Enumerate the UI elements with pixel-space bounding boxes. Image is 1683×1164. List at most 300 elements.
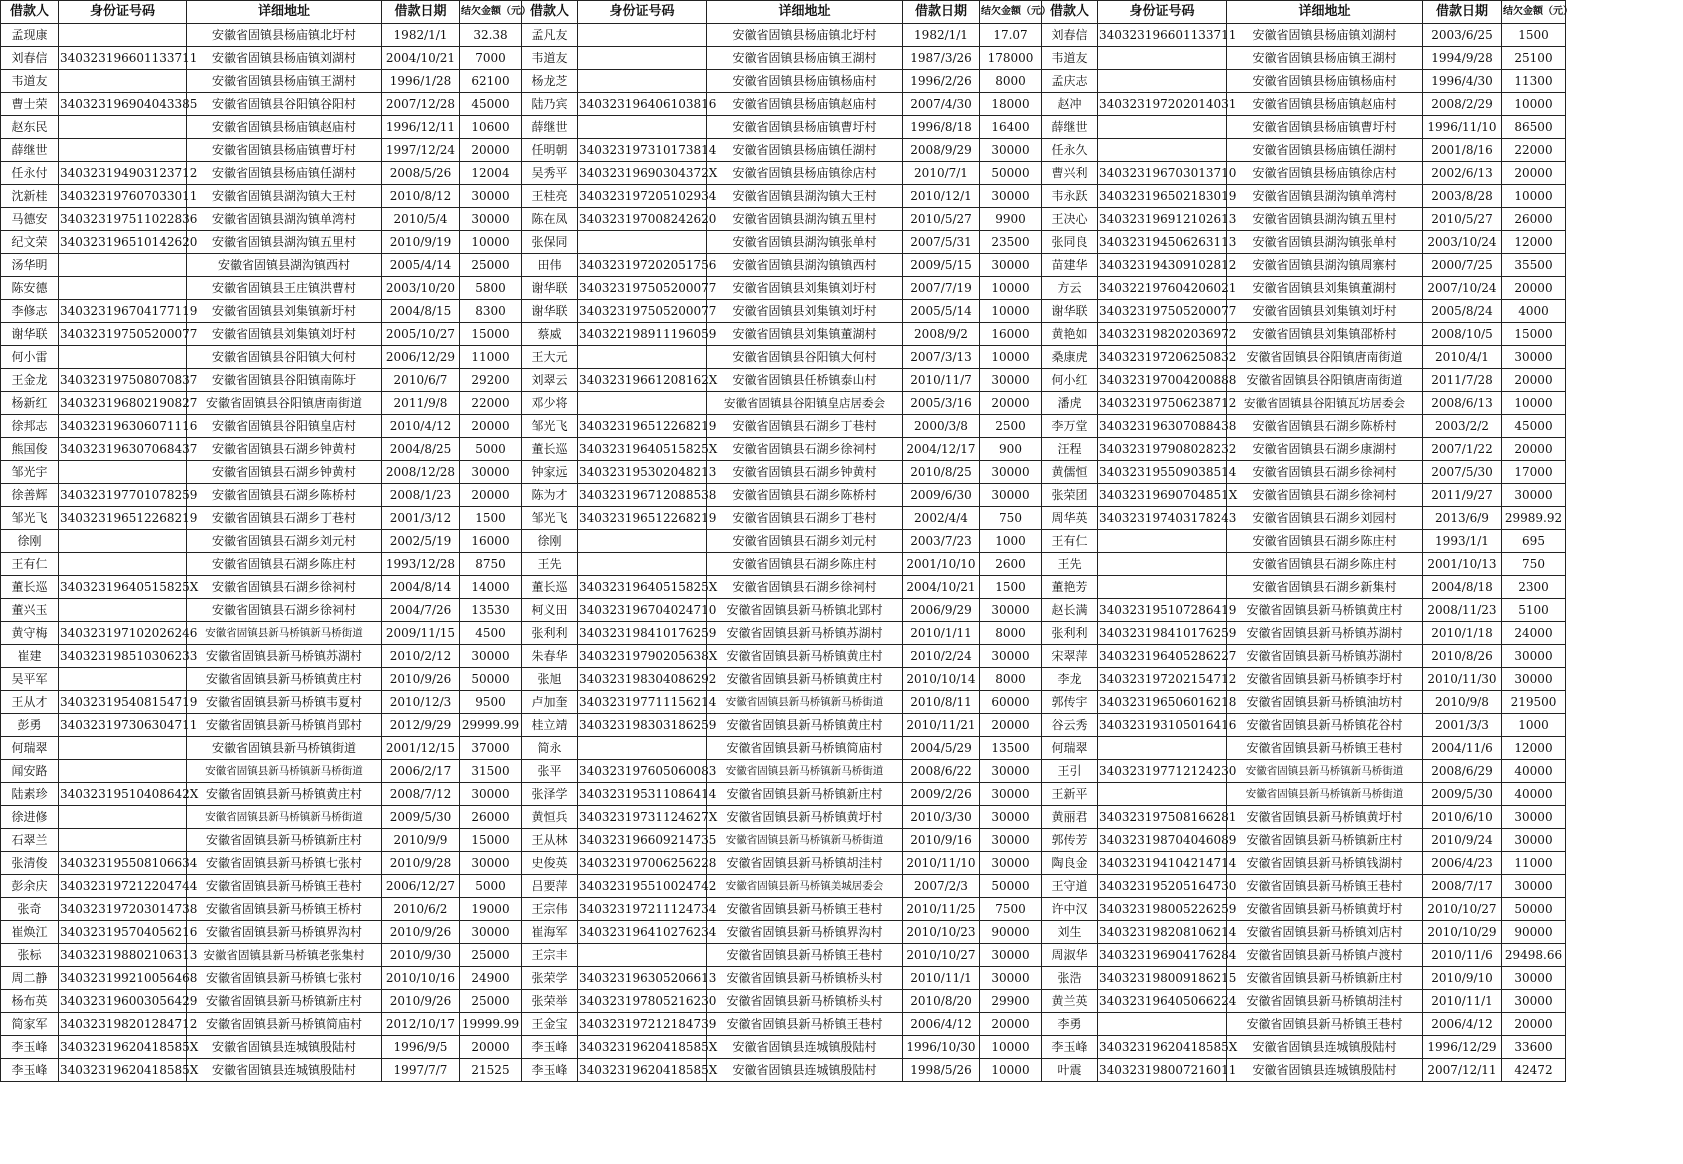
borrower-cell: 崔海军 — [522, 921, 578, 944]
loan-date-cell: 2011/7/28 — [1423, 369, 1502, 392]
address-cell: 安徽省固镇县新马桥镇桥头村 — [707, 990, 903, 1013]
loan-date-cell: 2007/4/30 — [903, 93, 980, 116]
amount-owed-cell: 30000 — [980, 783, 1042, 806]
address-cell: 安徽省固镇县刘集镇董湖村 — [707, 323, 903, 346]
id-number-cell: 340323196502183019 — [1098, 185, 1227, 208]
loan-date-cell: 2010/9/26 — [382, 990, 460, 1013]
loan-date-cell: 1993/1/1 — [1423, 530, 1502, 553]
borrower-cell: 孟庆志 — [1042, 70, 1098, 93]
loan-date-cell: 2010/11/1 — [903, 967, 980, 990]
address-cell: 安徽省固镇县石湖乡陈桥村 — [707, 484, 903, 507]
borrower-cell: 黄儒恒 — [1042, 461, 1098, 484]
address-cell: 安徽省固镇县杨庙镇杨庙村 — [707, 70, 903, 93]
id-number-cell: 340323195311086414 — [578, 783, 707, 806]
address-cell: 安徽省固镇县石湖乡刘元村 — [707, 530, 903, 553]
address-cell: 安徽省固镇县新马桥镇街道 — [187, 737, 382, 760]
id-number-cell — [1098, 553, 1227, 576]
id-number-cell: 34032319510408642X — [59, 783, 187, 806]
loan-date-cell: 2010/6/2 — [382, 898, 460, 921]
address-cell: 安徽省固镇县刘集镇刘圩村 — [187, 323, 382, 346]
id-number-cell — [1098, 530, 1227, 553]
address-cell: 安徽省固镇县刘集镇刘圩村 — [707, 277, 903, 300]
address-cell: 安徽省固镇县石湖乡钟黄村 — [187, 438, 382, 461]
borrower-cell: 张泽学 — [522, 783, 578, 806]
address-cell: 安徽省固镇县新马桥镇新庄村 — [187, 829, 382, 852]
table-row — [1, 277, 1566, 300]
amount-owed-cell: 13530 — [460, 599, 522, 622]
loan-date-cell: 2010/10/16 — [382, 967, 460, 990]
address-cell: 安徽省固镇县新马桥镇黄庄村 — [187, 783, 382, 806]
address-cell: 安徽省固镇县新马桥镇钱湖村 — [1227, 852, 1423, 875]
address-cell: 安徽省固镇县杨庙镇刘湖村 — [187, 47, 382, 70]
borrower-cell: 潘虎 — [1042, 392, 1098, 415]
address-cell: 安徽省固镇县新马桥镇苏湖村 — [707, 622, 903, 645]
id-number-cell: 340323196406103816 — [578, 93, 707, 116]
id-number-cell: 340323195107286419 — [1098, 599, 1227, 622]
table-row — [1, 300, 1566, 323]
borrower-cell: 张荣团 — [1042, 484, 1098, 507]
id-number-cell: 340323199210056468 — [59, 967, 187, 990]
loan-date-cell: 2010/11/6 — [1423, 944, 1502, 967]
borrower-cell: 宋翠萍 — [1042, 645, 1098, 668]
loan-date-cell: 2004/8/18 — [1423, 576, 1502, 599]
borrower-cell: 王有仁 — [1042, 530, 1098, 553]
borrower-cell: 邹光飞 — [522, 507, 578, 530]
amount-owed-cell: 37000 — [460, 737, 522, 760]
loan-date-cell: 2010/9/26 — [382, 668, 460, 691]
amount-owed-cell: 30000 — [980, 185, 1042, 208]
amount-owed-cell: 4500 — [460, 622, 522, 645]
borrower-cell: 任明朝 — [522, 139, 578, 162]
address-cell: 安徽省固镇县石湖乡新集村 — [1227, 576, 1423, 599]
loan-date-cell: 2011/9/27 — [1423, 484, 1502, 507]
header-borrower: 借款人 — [1042, 1, 1098, 24]
header-amount-owed: 结欠金额（元） — [460, 1, 522, 24]
id-number-cell — [1098, 116, 1227, 139]
loan-date-cell: 2004/8/15 — [382, 300, 460, 323]
table-row — [1, 93, 1566, 116]
address-cell: 安徽省固镇县石湖乡丁巷村 — [707, 415, 903, 438]
borrower-cell: 董长巡 — [522, 576, 578, 599]
borrower-cell: 韦道友 — [1042, 47, 1098, 70]
address-cell: 安徽省固镇县杨庙镇王湖村 — [707, 47, 903, 70]
borrower-cell: 杨龙芝 — [522, 70, 578, 93]
id-number-cell: 34032319620418585X — [59, 1059, 187, 1082]
id-number-cell — [578, 346, 707, 369]
amount-owed-cell: 86500 — [1502, 116, 1566, 139]
borrower-cell: 薛继世 — [1, 139, 59, 162]
address-cell: 安徽省固镇县石湖乡陈庄村 — [1227, 530, 1423, 553]
id-number-cell: 340323197508070837 — [59, 369, 187, 392]
id-number-cell: 34032319640515825X — [578, 438, 707, 461]
borrower-cell: 孟现康 — [1, 24, 59, 47]
loan-date-cell: 2001/10/13 — [1423, 553, 1502, 576]
id-number-cell: 340323196506016218 — [1098, 691, 1227, 714]
amount-owed-cell: 29498.66 — [1502, 944, 1566, 967]
address-cell: 安徽省固镇县谷阳镇大何村 — [707, 346, 903, 369]
borrower-cell: 崔焕江 — [1, 921, 59, 944]
loan-date-cell: 2010/1/18 — [1423, 622, 1502, 645]
address-cell: 安徽省固镇县新马桥镇新马桥街道 — [1227, 760, 1423, 783]
id-number-cell: 340323197212204744 — [59, 875, 187, 898]
borrower-cell: 刘生 — [1042, 921, 1098, 944]
amount-owed-cell: 2600 — [980, 553, 1042, 576]
loan-date-cell: 2006/12/29 — [382, 346, 460, 369]
borrower-cell: 李修志 — [1, 300, 59, 323]
address-cell: 安徽省固镇县新马桥镇胡洼村 — [1227, 990, 1423, 1013]
id-number-cell: 340323196305206613 — [578, 967, 707, 990]
amount-owed-cell: 10000 — [980, 300, 1042, 323]
address-cell: 安徽省固镇县新马桥镇黄庄村 — [707, 645, 903, 668]
id-number-cell: 340323197908028232 — [1098, 438, 1227, 461]
borrower-cell: 郭传芳 — [1042, 829, 1098, 852]
table-row — [1, 1036, 1566, 1059]
amount-owed-cell: 10000 — [1502, 185, 1566, 208]
loan-date-cell: 2003/8/28 — [1423, 185, 1502, 208]
loan-date-cell: 1993/12/28 — [382, 553, 460, 576]
loan-date-cell: 2006/12/27 — [382, 875, 460, 898]
id-number-cell: 340323195509038514 — [1098, 461, 1227, 484]
address-cell: 安徽省固镇县新马桥镇胡洼村 — [707, 852, 903, 875]
borrower-cell: 邓少将 — [522, 392, 578, 415]
borrower-cell: 王宗伟 — [522, 898, 578, 921]
loan-date-cell: 2010/6/10 — [1423, 806, 1502, 829]
loan-date-cell: 2007/12/28 — [382, 93, 460, 116]
id-number-cell: 340323197202014031 — [1098, 93, 1227, 116]
address-cell: 安徽省固镇县湖沟镇张单村 — [1227, 231, 1423, 254]
table-row — [1, 576, 1566, 599]
loan-date-cell: 2000/7/25 — [1423, 254, 1502, 277]
table-row — [1, 783, 1566, 806]
address-cell: 安徽省固镇县连城镇殷陆村 — [1227, 1036, 1423, 1059]
id-number-cell: 340323196609214735 — [578, 829, 707, 852]
amount-owed-cell: 219500 — [1502, 691, 1566, 714]
amount-owed-cell: 20000 — [460, 415, 522, 438]
address-cell: 安徽省固镇县新马桥镇王巷村 — [1227, 1013, 1423, 1036]
id-number-cell: 34032319790205638X — [578, 645, 707, 668]
id-number-cell — [578, 24, 707, 47]
borrower-cell: 周华英 — [1042, 507, 1098, 530]
borrower-cell: 曹士荣 — [1, 93, 59, 116]
loan-date-cell: 1996/1/28 — [382, 70, 460, 93]
borrower-cell: 郭传宇 — [1042, 691, 1098, 714]
header-borrower: 借款人 — [1, 1, 59, 24]
amount-owed-cell: 20000 — [980, 392, 1042, 415]
borrower-cell: 何瑞翠 — [1, 737, 59, 760]
borrower-cell: 张平 — [522, 760, 578, 783]
amount-owed-cell: 10600 — [460, 116, 522, 139]
borrower-cell: 陆乃宾 — [522, 93, 578, 116]
address-cell: 安徽省固镇县石湖乡徐祠村 — [187, 599, 382, 622]
borrower-cell: 王有仁 — [1, 553, 59, 576]
address-cell: 安徽省固镇县石湖乡陈庄村 — [707, 553, 903, 576]
address-cell: 安徽省固镇县新马桥镇王巷村 — [707, 898, 903, 921]
table-row — [1, 47, 1566, 70]
id-number-cell: 340323196601133711 — [1098, 24, 1227, 47]
address-cell: 安徽省固镇县杨庙镇徐店村 — [1227, 162, 1423, 185]
amount-owed-cell: 25000 — [460, 990, 522, 1013]
address-cell: 安徽省固镇县杨庙镇徐店村 — [707, 162, 903, 185]
loan-date-cell: 2006/4/23 — [1423, 852, 1502, 875]
id-number-cell — [59, 461, 187, 484]
borrower-cell: 任永付 — [1, 162, 59, 185]
amount-owed-cell: 30000 — [460, 852, 522, 875]
loan-date-cell: 2010/10/14 — [903, 668, 980, 691]
borrower-cell: 吴秀平 — [522, 162, 578, 185]
loan-date-cell: 2010/10/27 — [903, 944, 980, 967]
loan-date-cell: 2004/10/21 — [382, 47, 460, 70]
borrower-cell: 方云 — [1042, 277, 1098, 300]
id-number-cell: 340322197604206021 — [1098, 277, 1227, 300]
amount-owed-cell: 62100 — [460, 70, 522, 93]
borrower-cell: 许中汉 — [1042, 898, 1098, 921]
address-cell: 安徽省固镇县新马桥镇简庙村 — [707, 737, 903, 760]
amount-owed-cell: 30000 — [980, 369, 1042, 392]
borrower-cell: 黄艳如 — [1042, 323, 1098, 346]
address-cell: 安徽省固镇县新马桥镇苏湖村 — [187, 645, 382, 668]
address-cell: 安徽省固镇县新马桥镇黄庄村 — [187, 668, 382, 691]
table-row — [1, 1013, 1566, 1036]
id-number-cell: 340323196512268219 — [578, 507, 707, 530]
borrower-cell: 崔建 — [1, 645, 59, 668]
borrower-cell: 黄兰英 — [1042, 990, 1098, 1013]
id-number-cell: 340323196003056429 — [59, 990, 187, 1013]
borrower-cell: 王从才 — [1, 691, 59, 714]
address-cell: 安徽省固镇县新马桥镇七张村 — [187, 967, 382, 990]
amount-owed-cell: 30000 — [1502, 645, 1566, 668]
id-number-cell: 340323196912102613 — [1098, 208, 1227, 231]
loan-date-cell: 2010/9/30 — [382, 944, 460, 967]
table-row — [1, 829, 1566, 852]
borrower-cell: 张浩 — [1042, 967, 1098, 990]
address-cell: 安徽省固镇县新马桥镇北郢村 — [707, 599, 903, 622]
borrower-cell: 任永久 — [1042, 139, 1098, 162]
loan-date-cell: 2004/7/26 — [382, 599, 460, 622]
borrower-cell: 陶良金 — [1042, 852, 1098, 875]
address-cell: 安徽省固镇县新马桥镇王桥村 — [187, 898, 382, 921]
address-cell: 安徽省固镇县石湖乡徐祠村 — [707, 576, 903, 599]
borrower-cell: 徐刚 — [522, 530, 578, 553]
amount-owed-cell: 5000 — [460, 438, 522, 461]
borrower-cell: 王决心 — [1042, 208, 1098, 231]
amount-owed-cell: 50000 — [980, 875, 1042, 898]
id-number-cell: 340323197505200077 — [1098, 300, 1227, 323]
id-number-cell: 340323196306071116 — [59, 415, 187, 438]
amount-owed-cell: 29999.99 — [460, 714, 522, 737]
table-row — [1, 530, 1566, 553]
loan-date-cell: 2002/6/13 — [1423, 162, 1502, 185]
loan-date-cell: 2010/4/12 — [382, 415, 460, 438]
id-number-cell — [1098, 737, 1227, 760]
amount-owed-cell: 30000 — [1502, 990, 1566, 1013]
table-row — [1, 162, 1566, 185]
loan-date-cell: 2010/9/24 — [1423, 829, 1502, 852]
amount-owed-cell: 22000 — [460, 392, 522, 415]
borrower-cell: 史俊英 — [522, 852, 578, 875]
id-number-cell — [59, 139, 187, 162]
address-cell: 安徽省固镇县新马桥镇黄圩村 — [1227, 898, 1423, 921]
loan-date-cell: 2010/10/23 — [903, 921, 980, 944]
loan-date-cell: 2010/8/26 — [1423, 645, 1502, 668]
borrower-cell: 吴平军 — [1, 668, 59, 691]
amount-owed-cell: 24000 — [1502, 622, 1566, 645]
loan-date-cell: 2001/3/3 — [1423, 714, 1502, 737]
id-number-cell: 340323196512268219 — [578, 415, 707, 438]
loan-date-cell: 2010/11/1 — [1423, 990, 1502, 1013]
amount-owed-cell: 5800 — [460, 277, 522, 300]
loan-date-cell: 2009/5/15 — [903, 254, 980, 277]
id-number-cell: 340323194309102812 — [1098, 254, 1227, 277]
loan-date-cell: 2010/8/25 — [903, 461, 980, 484]
amount-owed-cell: 30000 — [1502, 346, 1566, 369]
amount-owed-cell: 50000 — [460, 668, 522, 691]
borrower-cell: 韦道友 — [522, 47, 578, 70]
address-cell: 安徽省固镇县杨庙镇北圩村 — [707, 24, 903, 47]
table-row — [1, 553, 1566, 576]
header-id-number: 身份证号码 — [59, 1, 187, 24]
header-id-number: 身份证号码 — [578, 1, 707, 24]
amount-owed-cell: 30000 — [460, 645, 522, 668]
address-cell: 安徽省固镇县杨庙镇曹圩村 — [187, 139, 382, 162]
loan-date-cell: 2004/8/25 — [382, 438, 460, 461]
address-cell: 安徽省固镇县谷阳镇瓦坊居委会 — [1227, 392, 1423, 415]
amount-owed-cell: 30000 — [980, 829, 1042, 852]
id-number-cell: 34032319690304372X — [578, 162, 707, 185]
address-cell: 安徽省固镇县任桥镇泰山村 — [707, 369, 903, 392]
loan-date-cell: 2010/10/27 — [1423, 898, 1502, 921]
amount-owed-cell: 25100 — [1502, 47, 1566, 70]
table-row — [1, 852, 1566, 875]
borrower-cell: 刘春信 — [1042, 24, 1098, 47]
borrower-cell: 赵东民 — [1, 116, 59, 139]
amount-owed-cell: 30000 — [980, 944, 1042, 967]
loan-date-cell: 2010/1/11 — [903, 622, 980, 645]
id-number-cell — [578, 70, 707, 93]
id-number-cell — [1098, 47, 1227, 70]
address-cell: 安徽省固镇县新马桥镇刘店村 — [1227, 921, 1423, 944]
address-cell: 安徽省固镇县石湖乡徐祠村 — [1227, 484, 1423, 507]
amount-owed-cell: 29900 — [980, 990, 1042, 1013]
borrower-cell: 李万堂 — [1042, 415, 1098, 438]
address-cell: 安徽省固镇县湖沟镇张单村 — [707, 231, 903, 254]
loan-date-cell: 2007/10/24 — [1423, 277, 1502, 300]
borrower-cell: 彭余庆 — [1, 875, 59, 898]
address-cell: 安徽省固镇县湖沟镇大王村 — [187, 185, 382, 208]
loan-date-cell: 2008/1/23 — [382, 484, 460, 507]
address-cell: 安徽省固镇县新马桥镇新马桥街道 — [187, 760, 382, 783]
loan-date-cell: 2004/12/17 — [903, 438, 980, 461]
amount-owed-cell: 8750 — [460, 553, 522, 576]
amount-owed-cell: 10000 — [460, 231, 522, 254]
amount-owed-cell: 30000 — [460, 208, 522, 231]
amount-owed-cell: 26000 — [1502, 208, 1566, 231]
loan-date-cell: 2013/6/9 — [1423, 507, 1502, 530]
borrower-cell: 熊国俊 — [1, 438, 59, 461]
borrower-cell: 王先 — [1042, 553, 1098, 576]
table-row — [1, 737, 1566, 760]
id-number-cell — [59, 760, 187, 783]
borrower-cell: 王守道 — [1042, 875, 1098, 898]
loan-date-cell: 2010/5/27 — [903, 208, 980, 231]
borrower-cell: 张荣学 — [522, 967, 578, 990]
loan-date-cell: 2001/3/12 — [382, 507, 460, 530]
borrower-cell: 石翠兰 — [1, 829, 59, 852]
amount-owed-cell: 15000 — [460, 829, 522, 852]
loan-date-cell: 2007/2/3 — [903, 875, 980, 898]
amount-owed-cell: 1000 — [1502, 714, 1566, 737]
borrower-cell: 赵长满 — [1042, 599, 1098, 622]
id-number-cell: 340323196703013710 — [1098, 162, 1227, 185]
address-cell: 安徽省固镇县湖沟镇五里村 — [1227, 208, 1423, 231]
id-number-cell: 340323197008242620 — [578, 208, 707, 231]
borrower-cell: 田伟 — [522, 254, 578, 277]
amount-owed-cell: 9500 — [460, 691, 522, 714]
borrower-cell: 赵冲 — [1042, 93, 1098, 116]
address-cell: 安徽省固镇县石湖乡丁巷村 — [707, 507, 903, 530]
id-number-cell: 340323196410276234 — [578, 921, 707, 944]
address-cell: 安徽省固镇县新马桥镇新马桥街道 — [187, 622, 382, 645]
header-id-number: 身份证号码 — [1098, 1, 1227, 24]
id-number-cell: 340323197203014738 — [59, 898, 187, 921]
address-cell: 安徽省固镇县谷阳镇南陈圩 — [187, 369, 382, 392]
table-row — [1, 369, 1566, 392]
id-number-cell: 340323197306304711 — [59, 714, 187, 737]
borrower-cell: 蔡威 — [522, 323, 578, 346]
id-number-cell — [59, 806, 187, 829]
amount-owed-cell: 20000 — [460, 1036, 522, 1059]
amount-owed-cell: 695 — [1502, 530, 1566, 553]
loan-date-cell: 1996/4/30 — [1423, 70, 1502, 93]
amount-owed-cell: 15000 — [1502, 323, 1566, 346]
borrower-cell: 王引 — [1042, 760, 1098, 783]
id-number-cell: 340323196904176284 — [1098, 944, 1227, 967]
borrower-cell: 谢华联 — [1, 323, 59, 346]
loan-date-cell: 1996/12/11 — [382, 116, 460, 139]
table-row — [1, 760, 1566, 783]
id-number-cell: 34032319661208162X — [578, 369, 707, 392]
table-row — [1, 921, 1566, 944]
loan-date-cell: 2010/9/26 — [382, 921, 460, 944]
loan-date-cell: 2003/10/24 — [1423, 231, 1502, 254]
borrower-cell: 吕要萍 — [522, 875, 578, 898]
amount-owed-cell: 30000 — [460, 921, 522, 944]
loan-date-cell: 2007/7/19 — [903, 277, 980, 300]
loan-date-cell: 2008/11/23 — [1423, 599, 1502, 622]
header-amount-owed: 结欠金额（元） — [1502, 1, 1566, 24]
address-cell: 安徽省固镇县石湖乡徐祠村 — [187, 576, 382, 599]
borrower-cell: 谢华联 — [522, 300, 578, 323]
borrower-cell: 张奇 — [1, 898, 59, 921]
loan-date-cell: 2001/12/15 — [382, 737, 460, 760]
table-row — [1, 645, 1566, 668]
amount-owed-cell: 20000 — [1502, 438, 1566, 461]
loan-date-cell: 2008/6/29 — [1423, 760, 1502, 783]
address-cell: 安徽省固镇县新马桥镇黄庄村 — [1227, 599, 1423, 622]
id-number-cell: 340323196512268219 — [59, 507, 187, 530]
header-loan-date: 借款日期 — [903, 1, 980, 24]
amount-owed-cell: 20000 — [1502, 369, 1566, 392]
table-row — [1, 944, 1566, 967]
loan-date-cell: 2010/9/19 — [382, 231, 460, 254]
address-cell: 安徽省固镇县谷阳镇皇店村 — [187, 415, 382, 438]
id-number-cell: 340323195205164730 — [1098, 875, 1227, 898]
address-cell: 安徽省固镇县新马桥镇王巷村 — [707, 1013, 903, 1036]
address-cell: 安徽省固镇县新马桥镇黄庄村 — [707, 668, 903, 691]
loan-date-cell: 2007/12/11 — [1423, 1059, 1502, 1082]
id-number-cell — [59, 829, 187, 852]
address-cell: 安徽省固镇县湖沟镇五里村 — [187, 231, 382, 254]
borrower-cell: 韦道友 — [1, 70, 59, 93]
